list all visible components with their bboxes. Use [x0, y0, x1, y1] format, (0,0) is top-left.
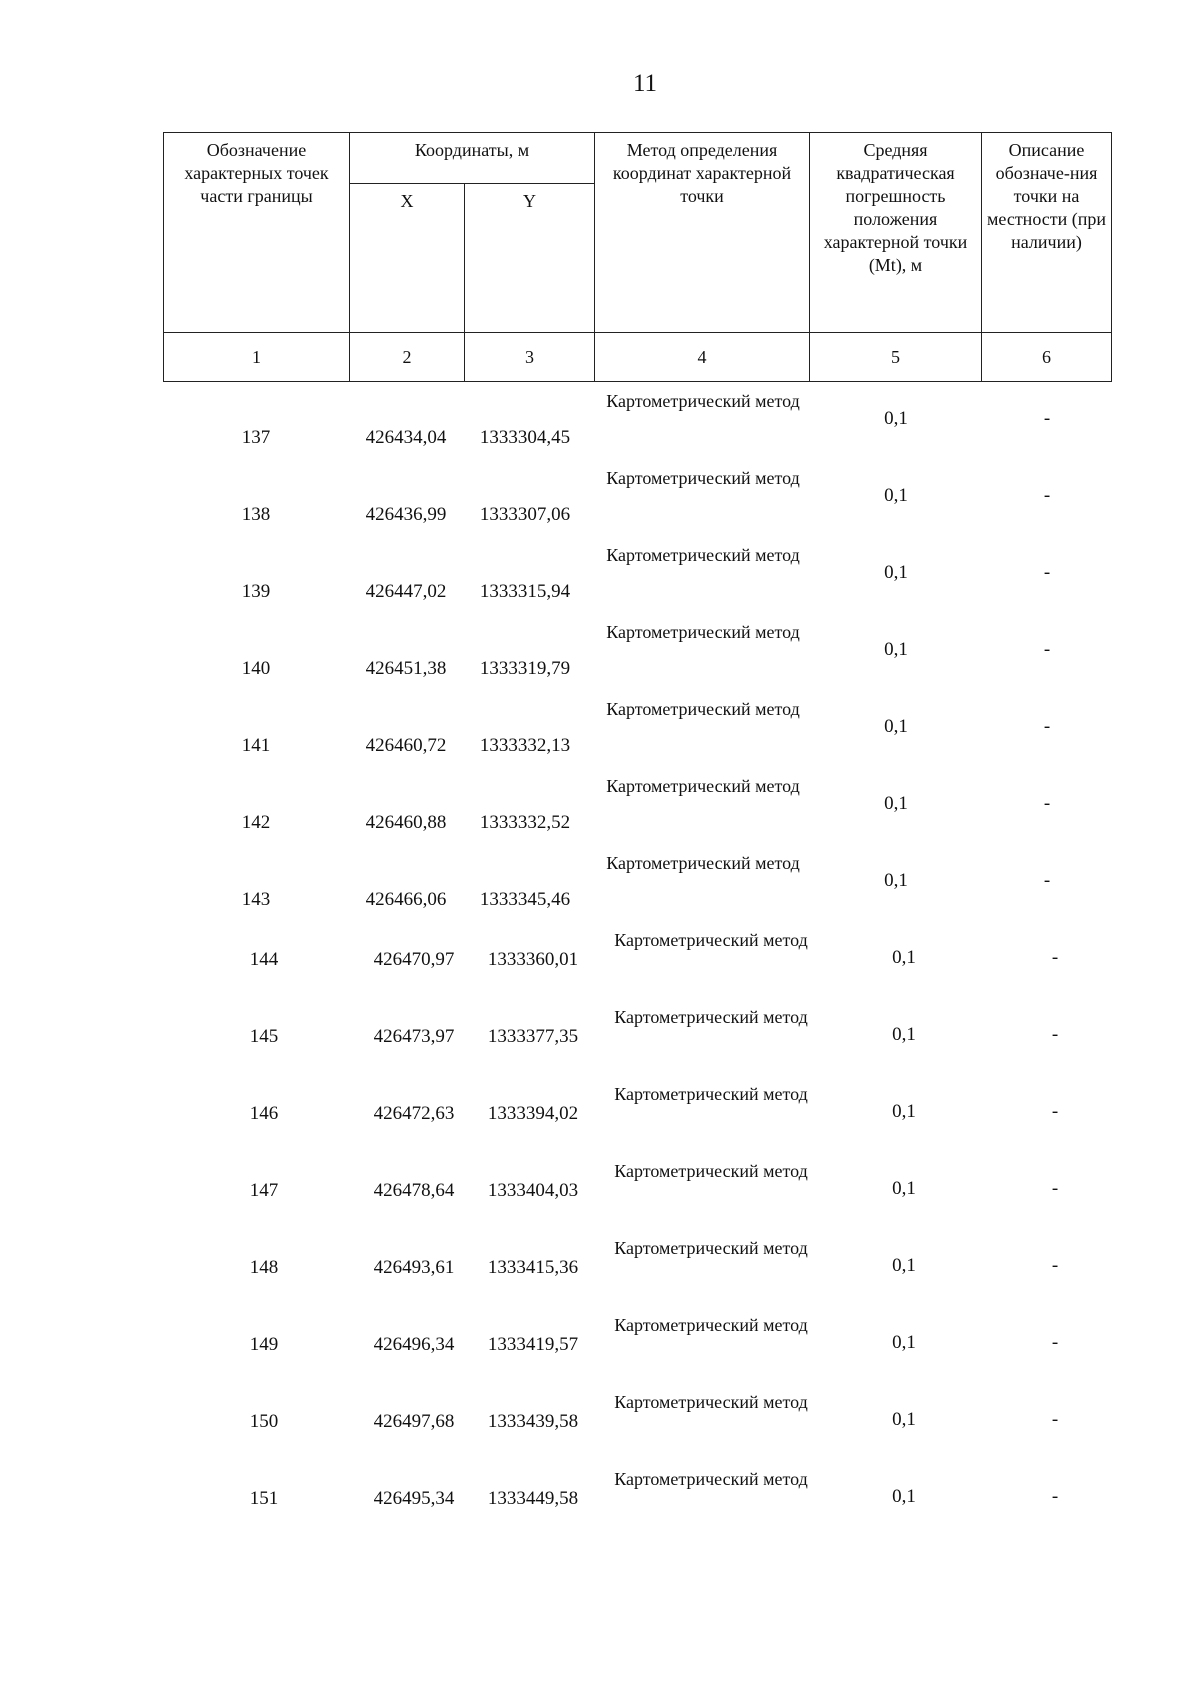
table-row: [0, 698, 1200, 758]
table-row: [0, 390, 1200, 450]
mean-error: 0,1: [884, 485, 908, 506]
coordinate-x: 426496,34: [373, 1334, 455, 1355]
coordinate-y: 1333360,01: [487, 949, 579, 970]
coordinate-x: 426493,61: [373, 1257, 455, 1278]
coordinate-x: 426472,63: [373, 1103, 455, 1124]
point-number: 151: [249, 1488, 279, 1509]
coordinate-x: 426478,64: [373, 1180, 455, 1201]
header-number-6: 6: [982, 333, 1112, 382]
method-cell: Картометрический метод: [606, 468, 800, 488]
header-number-5: 5: [810, 333, 982, 382]
method-cell: Картометрический метод: [614, 1392, 808, 1412]
coordinate-x: 426470,97: [373, 949, 455, 970]
mean-error: 0,1: [884, 562, 908, 583]
coordinate-y: 1333315,94: [479, 581, 571, 602]
header-point-designation: Обозначение характерных точек части границы: [164, 133, 350, 333]
coordinate-y: 1333345,46: [479, 889, 571, 910]
point-description: -: [1051, 947, 1059, 968]
method-cell: Картометрический метод: [606, 699, 800, 719]
point-description: -: [1051, 1024, 1059, 1045]
method-cell: Картометрический метод: [614, 1084, 808, 1104]
point-number: 138: [241, 504, 271, 525]
coordinate-y: 1333449,58: [487, 1488, 579, 1509]
coordinate-y: 1333332,13: [479, 735, 571, 756]
mean-error: 0,1: [892, 1486, 916, 1507]
coordinate-y: 1333304,45: [479, 427, 571, 448]
mean-error: 0,1: [884, 870, 908, 891]
point-description: -: [1051, 1486, 1059, 1507]
header-method: Метод определения координат характерной точки: [595, 133, 810, 333]
coordinate-y: 1333419,57: [487, 1334, 579, 1355]
table-row: [0, 1083, 1200, 1143]
table-row: [0, 1160, 1200, 1220]
point-description: -: [1051, 1332, 1059, 1353]
header-number-2: 2: [350, 333, 465, 382]
coordinate-x: 426434,04: [365, 427, 447, 448]
point-number: 148: [249, 1257, 279, 1278]
method-cell: Картометрический метод: [614, 1315, 808, 1335]
header-y: Y: [465, 184, 595, 333]
header-x: X: [350, 184, 465, 333]
point-description: -: [1043, 870, 1051, 891]
point-description: -: [1043, 716, 1051, 737]
method-cell: Картометрический метод: [606, 391, 800, 411]
table-row: [0, 1237, 1200, 1297]
point-number: 140: [241, 658, 271, 679]
method-cell: Картометрический метод: [606, 545, 800, 565]
point-description: -: [1043, 793, 1051, 814]
mean-error: 0,1: [884, 793, 908, 814]
coordinate-y: 1333377,35: [487, 1026, 579, 1047]
coordinate-y: 1333415,36: [487, 1257, 579, 1278]
table-row: [0, 467, 1200, 527]
coordinate-x: 426473,97: [373, 1026, 455, 1047]
point-description: -: [1043, 639, 1051, 660]
point-description: -: [1051, 1255, 1059, 1276]
coordinate-x: 426436,99: [365, 504, 447, 525]
point-number: 142: [241, 812, 271, 833]
point-description: -: [1051, 1409, 1059, 1430]
coordinate-y: 1333319,79: [479, 658, 571, 679]
table-row: [0, 1314, 1200, 1374]
point-number: 145: [249, 1026, 279, 1047]
table-row: [0, 1006, 1200, 1066]
page-number: 11: [632, 70, 658, 97]
mean-error: 0,1: [892, 1178, 916, 1199]
header-description: Описание обозначе-ния точки на местности (при наличии): [982, 133, 1112, 333]
table-row: [0, 544, 1200, 604]
coordinate-x: 426495,34: [373, 1488, 455, 1509]
header-mean-error: Средняя квадратическая погрешность положения характерной точки (Mt), м: [810, 133, 982, 333]
header-number-3: 3: [465, 333, 595, 382]
mean-error: 0,1: [892, 1024, 916, 1045]
point-description: -: [1051, 1101, 1059, 1122]
point-number: 149: [249, 1334, 279, 1355]
mean-error: 0,1: [892, 1101, 916, 1122]
table-row: [0, 1391, 1200, 1451]
coordinate-x: 426466,06: [365, 889, 447, 910]
point-number: 137: [241, 427, 271, 448]
coordinate-y: 1333439,58: [487, 1411, 579, 1432]
method-cell: Картометрический метод: [614, 1469, 808, 1489]
point-number: 139: [241, 581, 271, 602]
point-description: -: [1043, 408, 1051, 429]
point-description: -: [1043, 562, 1051, 583]
coordinate-y: 1333307,06: [479, 504, 571, 525]
method-cell: Картометрический метод: [606, 622, 800, 642]
table-row: [0, 929, 1200, 989]
table-row: [0, 1468, 1200, 1528]
table-row: [0, 852, 1200, 912]
method-cell: Картометрический метод: [614, 1007, 808, 1027]
point-description: -: [1051, 1178, 1059, 1199]
point-number: 147: [249, 1180, 279, 1201]
mean-error: 0,1: [884, 716, 908, 737]
point-number: 144: [249, 949, 279, 970]
mean-error: 0,1: [892, 1409, 916, 1430]
coordinate-x: 426460,72: [365, 735, 447, 756]
coordinate-y: 1333394,02: [487, 1103, 579, 1124]
coordinate-x: 426447,02: [365, 581, 447, 602]
point-number: 143: [241, 889, 271, 910]
header-number-4: 4: [595, 333, 810, 382]
mean-error: 0,1: [892, 1332, 916, 1353]
point-number: 141: [241, 735, 271, 756]
header-coordinates: Координаты, м: [350, 133, 595, 184]
coordinate-x: 426451,38: [365, 658, 447, 679]
coordinate-y: 1333332,52: [479, 812, 571, 833]
mean-error: 0,1: [892, 1255, 916, 1276]
method-cell: Картометрический метод: [606, 853, 800, 873]
point-description: -: [1043, 485, 1051, 506]
table-row: [0, 775, 1200, 835]
mean-error: 0,1: [884, 408, 908, 429]
coordinate-x: 426460,88: [365, 812, 447, 833]
coordinate-x: 426497,68: [373, 1411, 455, 1432]
method-cell: Картометрический метод: [614, 930, 808, 950]
method-cell: Картометрический метод: [606, 776, 800, 796]
point-number: 150: [249, 1411, 279, 1432]
header-number-1: 1: [164, 333, 350, 382]
table-row: [0, 621, 1200, 681]
point-number: 146: [249, 1103, 279, 1124]
method-cell: Картометрический метод: [614, 1238, 808, 1258]
mean-error: 0,1: [892, 947, 916, 968]
mean-error: 0,1: [884, 639, 908, 660]
method-cell: Картометрический метод: [614, 1161, 808, 1181]
coordinate-y: 1333404,03: [487, 1180, 579, 1201]
